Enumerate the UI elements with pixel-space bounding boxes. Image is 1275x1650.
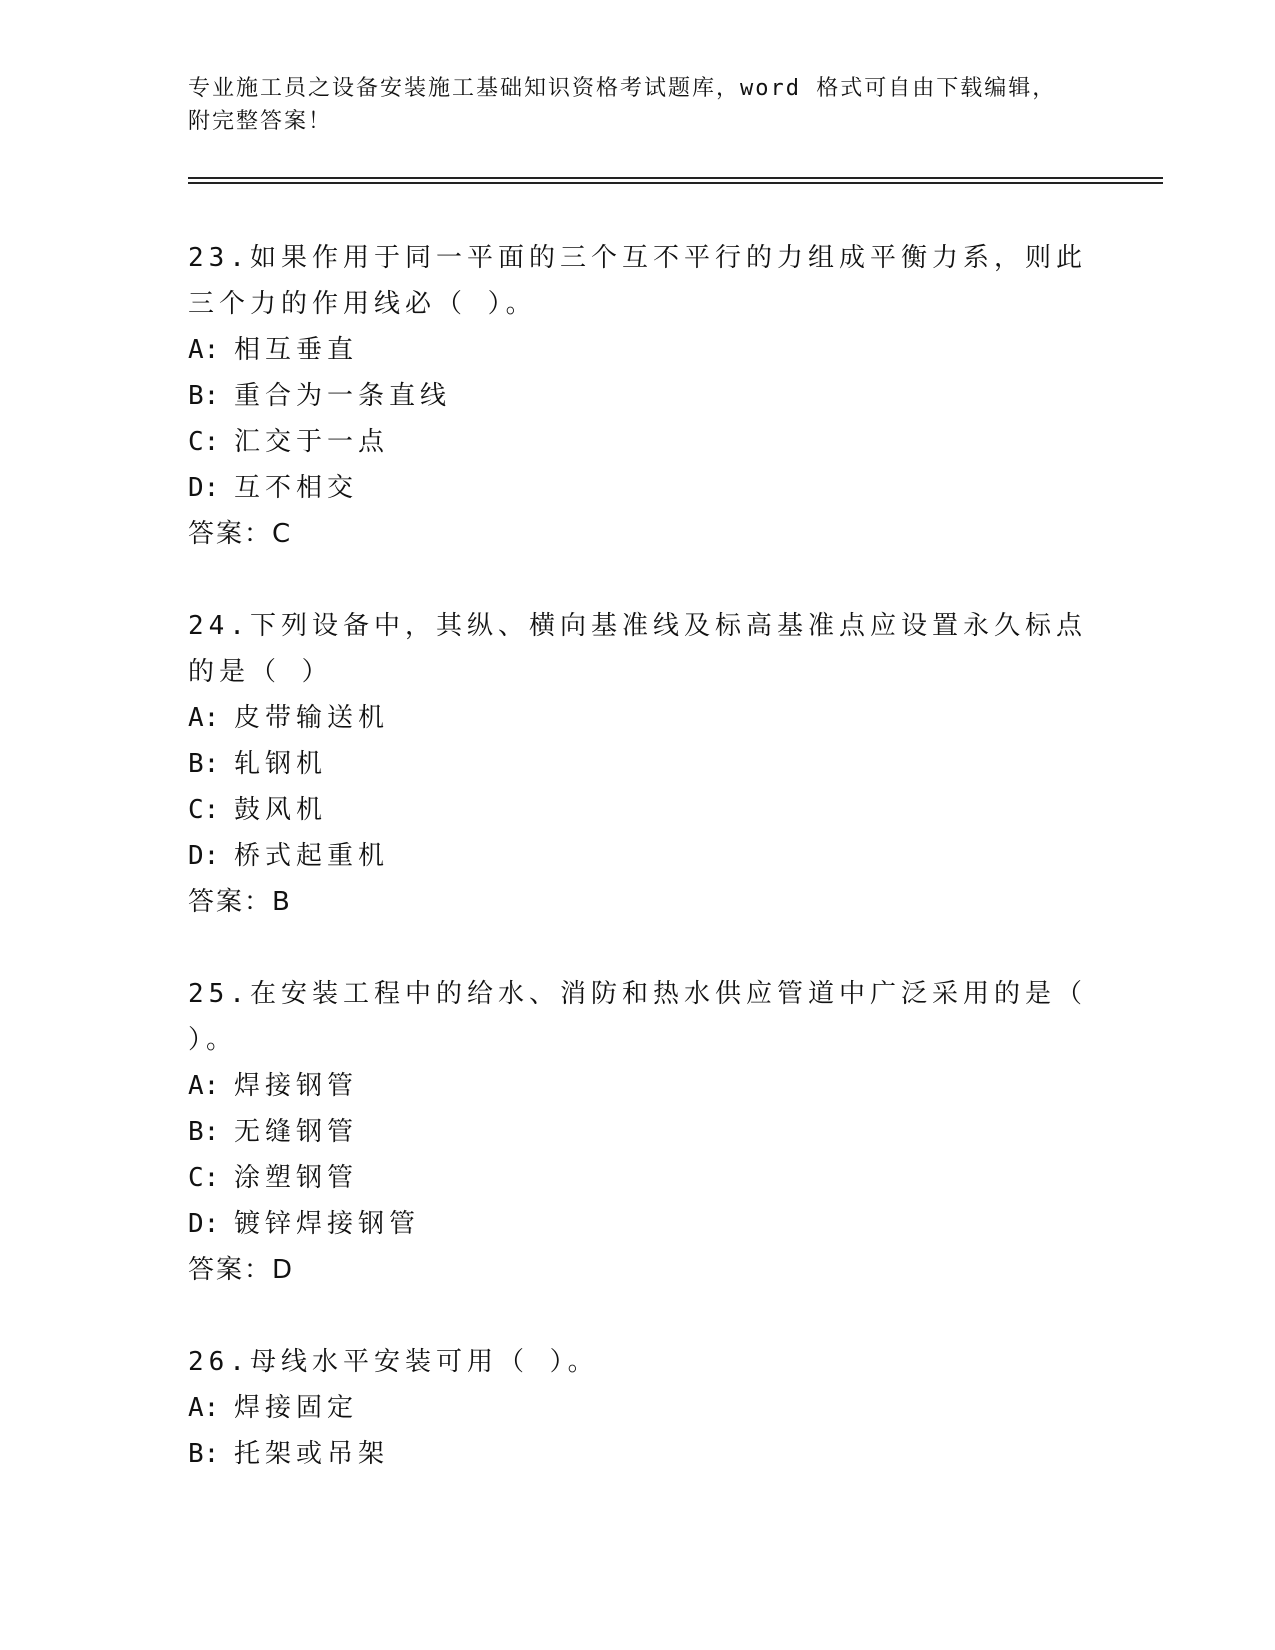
option-text: 桥式起重机: [234, 841, 390, 871]
question-25: [188, 971, 1088, 1293]
option-letter: B:: [188, 1439, 220, 1469]
option-letter: A:: [188, 703, 220, 733]
option-text: 涂塑钢管: [234, 1163, 359, 1193]
option-text: 轧钢机: [234, 749, 328, 779]
answer-line: 答案：B: [188, 887, 292, 917]
question-text: 25.在安装工程中的给水、消防和热水供应管道中广泛采用的是（ ）。: [188, 979, 1087, 1055]
option-text: 重合为一条直线: [234, 381, 452, 411]
option-text: 焊接固定: [234, 1393, 359, 1423]
option-text: 焊接钢管: [234, 1071, 359, 1101]
option-letter: A:: [188, 1071, 220, 1101]
option-text: 皮带输送机: [234, 703, 390, 733]
option-letter: B:: [188, 381, 220, 411]
answer-line: 答案：C: [188, 519, 293, 549]
header-line-2: 附完整答案！: [188, 109, 333, 134]
option-text: 互不相交: [234, 473, 359, 503]
question-26: [188, 1339, 1088, 1477]
question-list: [188, 235, 1088, 1523]
option-text: 汇交于一点: [234, 427, 390, 457]
question-23: [188, 235, 1088, 557]
header-divider-bottom: [188, 182, 1163, 184]
option-text: 镀锌焊接钢管: [234, 1209, 421, 1239]
option-text: 鼓风机: [234, 795, 328, 825]
option-a: [188, 327, 1088, 373]
option-a: [188, 1063, 1088, 1109]
option-letter: D:: [188, 841, 220, 871]
option-letter: C:: [188, 795, 220, 825]
option-text: 相互垂直: [234, 335, 359, 365]
option-c: [188, 1155, 1088, 1201]
header-line-1: 专业施工员之设备安装施工基础知识资格考试题库，word 格式可自由下载编辑，: [188, 76, 1057, 101]
option-text: 托架或吊架: [234, 1439, 390, 1469]
question-text: 24.下列设备中，其纵、横向基准线及标高基准点应设置永久标点的是（ ）: [188, 611, 1087, 687]
option-text: 无缝钢管: [234, 1117, 359, 1147]
option-d: [188, 465, 1088, 511]
option-letter: B:: [188, 1117, 220, 1147]
option-b: [188, 373, 1088, 419]
option-c: [188, 787, 1088, 833]
option-d: [188, 1201, 1088, 1247]
option-letter: B:: [188, 749, 220, 779]
option-b: [188, 741, 1088, 787]
option-b: [188, 1431, 1088, 1477]
option-letter: A:: [188, 335, 220, 365]
option-letter: A:: [188, 1393, 220, 1423]
question-text: 23.如果作用于同一平面的三个互不平行的力组成平衡力系，则此三个力的作用线必（ ）。: [188, 243, 1087, 319]
option-c: [188, 419, 1088, 465]
option-b: [188, 1109, 1088, 1155]
option-letter: D:: [188, 1209, 220, 1239]
answer-line: 答案：D: [188, 1255, 295, 1285]
option-letter: D:: [188, 473, 220, 503]
option-letter: C:: [188, 1163, 220, 1193]
document-header: [188, 72, 1088, 138]
question-text: 26.母线水平安装可用（ ）。: [188, 1347, 599, 1377]
option-a: [188, 695, 1088, 741]
option-d: [188, 833, 1088, 879]
option-a: [188, 1385, 1088, 1431]
option-letter: C:: [188, 427, 220, 457]
question-24: [188, 603, 1088, 925]
header-divider-top: [188, 177, 1163, 179]
